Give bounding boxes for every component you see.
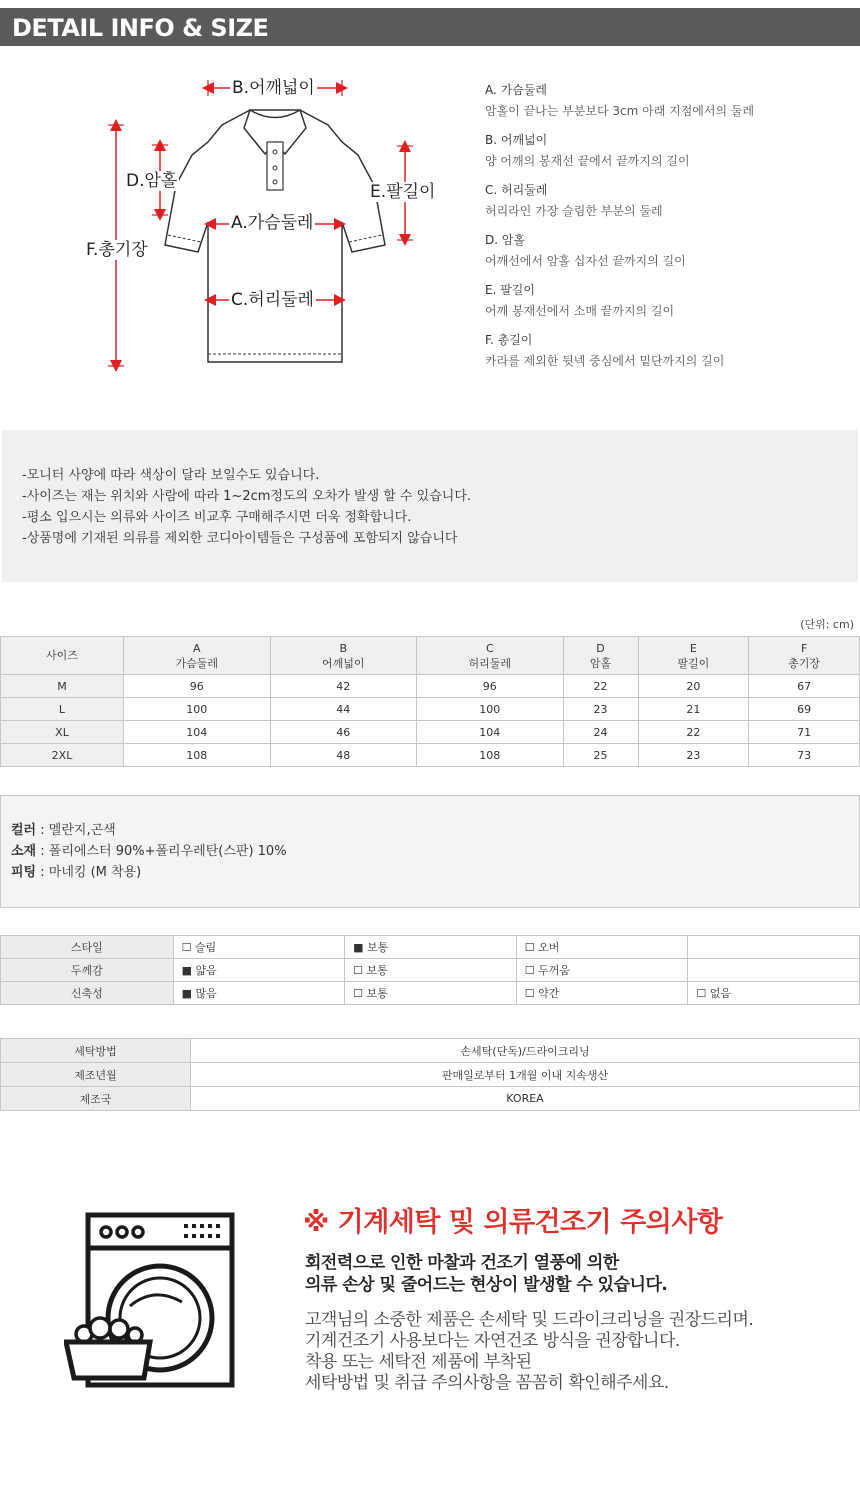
warning-title: ※ 기계세탁 및 의류건조기 주의사항	[303, 1207, 723, 1238]
value-cell: 42	[270, 675, 417, 698]
definition-title: A. 가슴둘레	[485, 83, 547, 97]
warning-subtitle-1: 회전력으로 인한 마찰과 건조기 열풍에 의한	[305, 1253, 619, 1273]
unit-label: (단위: cm)	[800, 618, 854, 631]
value-cell: 24	[563, 721, 638, 744]
header-col	[124, 637, 271, 675]
definition-item	[485, 182, 845, 232]
fitting-label: 피팅	[11, 865, 37, 880]
value-cell: 100	[124, 698, 271, 721]
definition-title: F. 총길이	[485, 333, 533, 347]
header-col	[749, 637, 860, 675]
table-row	[1, 1039, 860, 1063]
feature-option: ■ 보통	[345, 936, 517, 959]
feature-option: ■ 많음	[173, 982, 345, 1005]
header-col	[270, 637, 417, 675]
definition-item	[485, 132, 845, 182]
label-shoulder: B.어깨넓이	[232, 78, 315, 98]
table-row	[1, 1087, 860, 1111]
measurement-definitions	[485, 82, 845, 382]
definition-desc: 암홀이 끝나는 부분보다 3cm 아래 지점에서의 둘레	[485, 104, 755, 118]
table-row	[1, 982, 860, 1005]
size-cell: 2XL	[1, 744, 124, 767]
size-cell: M	[1, 675, 124, 698]
feature-option: ■ 얇음	[173, 959, 345, 982]
label-chest: A.가슴둘레	[231, 213, 314, 233]
header-col	[638, 637, 749, 675]
notice-box	[2, 430, 858, 582]
header-name: 어깨넓이	[322, 656, 365, 670]
header-code: E	[689, 641, 697, 655]
size-cell: XL	[1, 721, 124, 744]
fabric-value: : 폴리에스터 90%+폴리우레탄(스판) 10%	[36, 844, 287, 859]
value-cell: 67	[749, 675, 860, 698]
definition-item	[485, 332, 845, 382]
label-sleeve: E.팔길이	[370, 182, 436, 202]
table-row	[1, 675, 860, 698]
value-cell: 100	[417, 698, 564, 721]
definition-desc: 카라를 제외한 뒷넥 중심에서 밑단까지의 길이	[485, 354, 725, 368]
definition-title: E. 팔길이	[485, 283, 535, 297]
feature-label: 신축성	[1, 982, 174, 1005]
header-code: C	[485, 641, 494, 655]
value-cell: 104	[417, 721, 564, 744]
header-code: D	[596, 641, 605, 655]
size-table	[0, 636, 860, 767]
feature-option: ☐ 보통	[345, 982, 517, 1005]
value-cell: 23	[638, 744, 749, 767]
value-cell: 23	[563, 698, 638, 721]
table-row	[1, 744, 860, 767]
header-col	[563, 637, 638, 675]
value-cell: 21	[638, 698, 749, 721]
care-value: 판매일로부터 1개월 이내 지속생산	[191, 1063, 860, 1087]
definition-item	[485, 282, 845, 332]
value-cell: 96	[417, 675, 564, 698]
warning-subtitle-2: 의류 손상 및 줄어드는 현상이 발생할 수 있습니다.	[305, 1275, 668, 1295]
value-cell: 96	[124, 675, 271, 698]
value-cell: 108	[124, 744, 271, 767]
value-cell: 108	[417, 744, 564, 767]
feature-table	[0, 935, 860, 1005]
feature-option	[688, 959, 860, 982]
header-name: 총기장	[788, 656, 821, 670]
table-row	[1, 959, 860, 982]
header-size: 사이즈	[1, 637, 124, 675]
label-armhole: D.암홀	[126, 171, 178, 191]
warning-body-line: 고객님의 소중한 제품은 손세탁 및 드라이크리닝을 권장드리며.	[305, 1310, 754, 1330]
care-table	[0, 1038, 860, 1111]
feature-label: 스타일	[1, 936, 174, 959]
definition-desc: 어깨선에서 암홀 십자선 끝까지의 길이	[485, 254, 686, 268]
definition-title: D. 암홀	[485, 233, 526, 247]
header-name: 암홀	[589, 656, 612, 670]
value-cell: 71	[749, 721, 860, 744]
care-value: 손세탁(단독)/드라이크리닝	[191, 1039, 860, 1063]
warning-body-line: 착용 또는 세탁전 제품에 부착된	[305, 1352, 532, 1372]
care-label: 제조국	[1, 1087, 191, 1111]
value-cell: 104	[124, 721, 271, 744]
notice-line: -평소 입으시는 의류와 사이즈 비교후 구매해주시면 더욱 정확합니다.	[22, 510, 412, 525]
label-waist: C.허리둘레	[231, 290, 314, 310]
feature-option: ☐ 두꺼움	[516, 959, 688, 982]
feature-option: ☐ 약간	[516, 982, 688, 1005]
definition-item	[485, 82, 845, 132]
header-code: B	[339, 641, 348, 655]
care-label: 제조년월	[1, 1063, 191, 1087]
header-name: 가슴둘레	[175, 656, 219, 670]
table-row	[1, 1063, 860, 1087]
feature-option: ☐ 오버	[516, 936, 688, 959]
color-info	[11, 822, 116, 840]
care-label: 세탁방법	[1, 1039, 191, 1063]
header-name: 팔길이	[677, 656, 710, 670]
fabric-label: 소재	[11, 844, 37, 859]
care-value: KOREA	[191, 1087, 860, 1111]
value-cell: 22	[638, 721, 749, 744]
material-info-box	[0, 795, 860, 908]
feature-option: ☐ 없음	[688, 982, 860, 1005]
value-cell: 69	[749, 698, 860, 721]
value-cell: 20	[638, 675, 749, 698]
color-value: : 멜란지,곤색	[36, 823, 116, 838]
definition-desc: 양 어깨의 봉재선 끝에서 끝까지의 길이	[485, 154, 690, 168]
definition-item	[485, 232, 845, 282]
notice-line: -상품명에 기재된 의류를 제외한 코디아이템들은 구성품에 포함되지 않습니다	[22, 531, 458, 546]
header-col	[417, 637, 564, 675]
feature-option: ☐ 슬림	[173, 936, 345, 959]
header-code: F	[800, 641, 808, 655]
value-cell: 48	[270, 744, 417, 767]
size-diagram	[80, 70, 460, 380]
table-header-row	[1, 637, 860, 675]
table-row	[1, 936, 860, 959]
definition-desc: 어깨 봉재선에서 소매 끝까지의 길이	[485, 304, 675, 318]
value-cell: 46	[270, 721, 417, 744]
notice-line: -사이즈는 재는 위치와 사람에 따라 1~2cm정도의 오차가 발생 할 수 있습니다.	[22, 489, 472, 504]
fitting-info	[11, 864, 141, 882]
definition-desc: 허리라인 가장 슬림한 부분의 둘레	[485, 204, 663, 218]
color-label: 컬러	[11, 823, 37, 838]
fitting-value: : 마네킹 (M 착용)	[36, 865, 142, 880]
washing-machine-icon	[64, 1210, 240, 1390]
fabric-info	[11, 843, 287, 861]
table-row	[1, 698, 860, 721]
header-name: 허리둘레	[468, 656, 512, 670]
warning-body-line: 기계건조기 사용보다는 자연건조 방식을 권장합니다.	[305, 1331, 680, 1351]
feature-option: ☐ 보통	[345, 959, 517, 982]
label-total: F.총기장	[86, 240, 148, 260]
value-cell: 44	[270, 698, 417, 721]
table-row	[1, 721, 860, 744]
section-title: DETAIL INFO & SIZE	[12, 14, 269, 42]
value-cell: 25	[563, 744, 638, 767]
feature-label: 두께감	[1, 959, 174, 982]
header-code: A	[192, 641, 201, 655]
definition-title: C. 허리둘레	[485, 183, 548, 197]
notice-line: -모니터 사양에 따라 색상이 달라 보일수도 있습니다.	[22, 468, 320, 483]
feature-option	[688, 936, 860, 959]
size-cell: L	[1, 698, 124, 721]
value-cell: 73	[749, 744, 860, 767]
section-header	[0, 8, 860, 46]
warning-body-line: 세탁방법 및 취급 주의사항을 꼼꼼히 확인해주세요.	[305, 1373, 669, 1393]
value-cell: 22	[563, 675, 638, 698]
definition-title: B. 어깨넓이	[485, 133, 548, 147]
